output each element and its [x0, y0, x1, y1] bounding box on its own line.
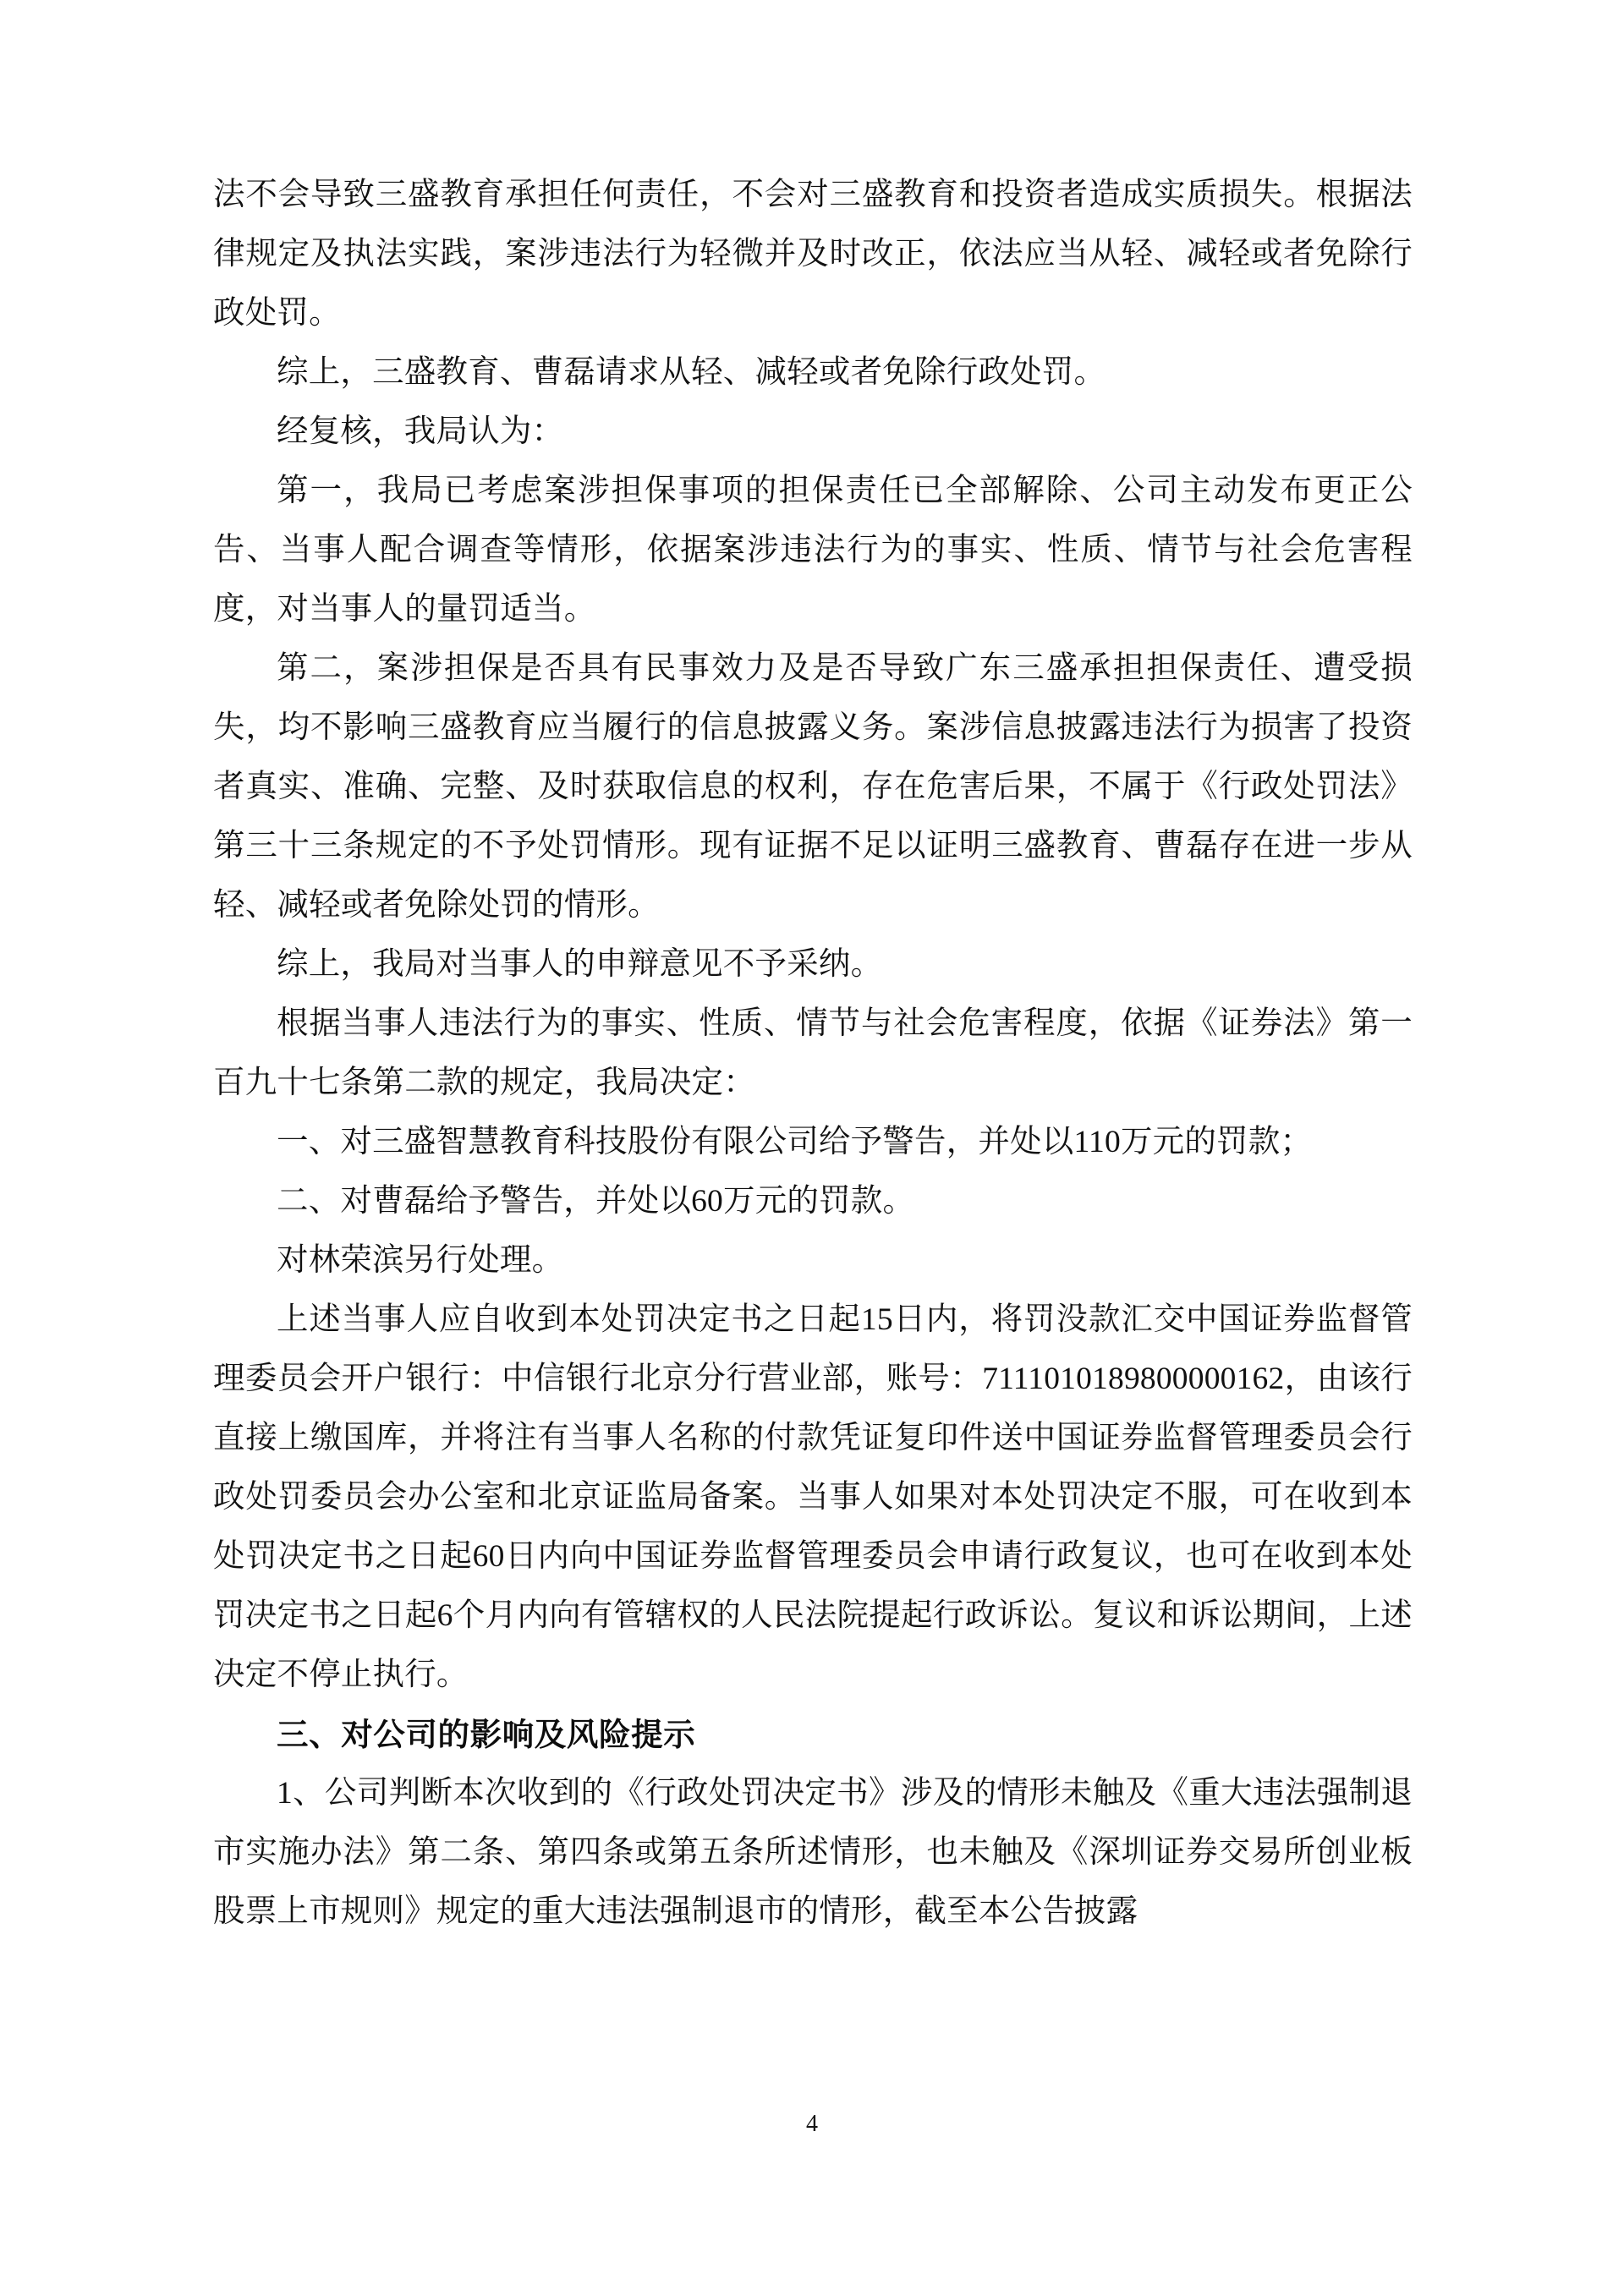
- paragraph-penalty-item-one: 一、对三盛智慧教育科技股份有限公司给予警告，并处以110万元的罚款；: [277, 1125, 1313, 1159]
- paragraph-payment-and-appeal: 上述当事人应自收到本处罚决定书之日起15日内，将罚没款汇交中国证券监督管理委员会开户银行：中信银行北京分行营业部，账号：7111010189800000162，由该行直接上缴国库，并将注有当事人名称的付款凭证复印件送中国证券监督管理委员会行政处罚委员会办公室和北京证监局备案。当事人如果对本处罚决定不服，可在收到本处罚决定书之日起60日内向中国证券监督管理委员会申请行政复议，也可在收到本处罚决定书之日起6个月内向有管辖权的人民法院提起行政诉讼。复议和诉讼期间，上述决定不停止执行。: [213, 1302, 1413, 1692]
- paragraph-summary-rejection: 综上，我局对当事人的申辩意见不予采纳。: [277, 947, 883, 982]
- paragraph-point-one: 第一，我局已考虑案涉担保事项的担保责任已全部解除、公司主动发布更正公告、当事人配合调查等情形，依据案涉违法行为的事实、性质、情节与社会危害程度，对当事人的量罚适当。: [213, 474, 1413, 627]
- paragraph-impact-item-one: 1、公司判断本次收到的《行政处罚决定书》涉及的情形未触及《重大违法强制退市实施办法》第二条、第四条或第五条所述情形，也未触及《深圳证券交易所创业板股票上市规则》规定的重大违法强制退市的情形，截至本公告披露: [213, 1776, 1413, 1929]
- paragraph-penalty-item-two: 二、对曹磊给予警告，并处以60万元的罚款。: [277, 1184, 915, 1219]
- paragraph-separate-handling: 对林荣滨另行处理。: [277, 1243, 564, 1278]
- section-heading-three: 三、对公司的影响及风险提示: [277, 1717, 696, 1752]
- paragraph-point-two: 第二，案涉担保是否具有民事效力及是否导致广东三盛承担担保责任、遭受损失，均不影响三盛教育应当履行的信息披露义务。案涉信息披露违法行为损害了投资者真实、准确、完整、及时获取信息的权利，存在危害后果，不属于《行政处罚法》第三十三条规定的不予处罚情形。现有证据不足以证明三盛教育、曹磊存在进一步从轻、减轻或者免除处罚的情形。: [213, 651, 1413, 923]
- paragraph-review-conclusion-intro: 经复核，我局认为：: [277, 414, 564, 449]
- page-number: 4: [806, 2111, 818, 2137]
- paragraph-continuation-liability: 法不会导致三盛教育承担任何责任，不会对三盛教育和投资者造成实质损失。根据法律规定及执法实践，案涉违法行为轻微并及时改正，依法应当从轻、减轻或者免除行政处罚。: [213, 178, 1413, 331]
- paragraph-summary-request: 综上，三盛教育、曹磊请求从轻、减轻或者免除行政处罚。: [277, 355, 1106, 390]
- document-body: [213, 166, 1413, 1942]
- paragraph-legal-basis-decision: 根据当事人违法行为的事实、性质、情节与社会危害程度，依据《证券法》第一百九十七条第二款的规定，我局决定：: [213, 1006, 1413, 1100]
